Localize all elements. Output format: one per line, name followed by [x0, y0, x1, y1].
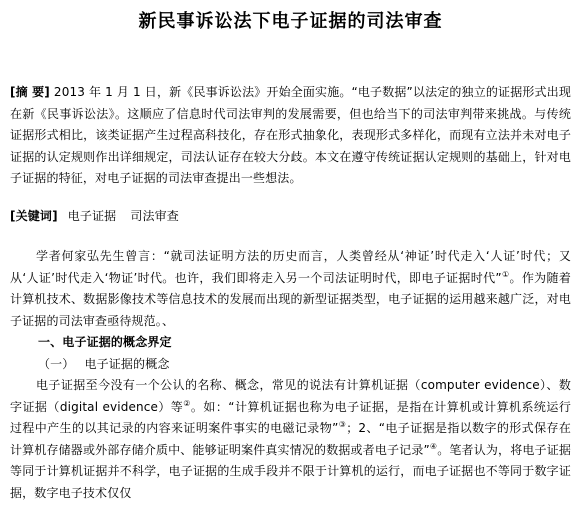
keyword-item: 电子证据 [67, 208, 117, 223]
abstract-paragraph [10, 82, 571, 190]
intro-text-continued: 。作为随着计算机技术、数据影像技术等信息技术的发展而出现的新型证据类型，电子证据的运用越来越广泛，对电子证据的司法审查亟待规范。、 [10, 270, 571, 328]
abstract-label: [摘 要] [10, 85, 50, 99]
section-heading: 一、电子证据的概念界定 [38, 335, 172, 349]
concept-text: ；2、“电子证据是指以数字的形式保存在计算机存储器或外部存储介质中、能够证明案件真实情况的数据或者电子记录” [10, 421, 571, 457]
subsection-heading [10, 354, 571, 376]
concept-text: 电子证据至今没有一个公认的名称、概念，常见的说法有计算机证据（computer evidence）、数字证据（digital evidence）等 [10, 378, 571, 414]
subsection-number: （一） [38, 356, 75, 371]
concept-text: 。笔者认为，将电子证据等同于计算机证据并不科学，电子证据的生成手段并不限于计算机的运行，而电子证据也不等同于数字证据，数字电子技术仅仅 [10, 442, 572, 500]
footnote-mark: ④ [429, 441, 438, 451]
keyword-item: 司法审查 [130, 208, 179, 223]
abstract-text: 2013 年 1 月 1 日，新《民事诉讼法》开始全面实施。“电子数据”以法定的独立的证据形式出现在新《民事诉讼法》。这顺应了信息时代司法审判的发展需要，但也给当下的司法审判带来挑战。与传统证据形式相比，该类证据产生过程高科技化，存在形式抽象化，表现形式多样化，而现有立法并未对电子证据的认定规则作出详细规定，司法认证存在较大分歧。本文在遵守传统证据认定规则的基础上，针对电子证据的特征，对电子证据的司法审查提出一些想法。 [10, 85, 571, 185]
footnote-mark: ③ [338, 420, 347, 429]
document-title: 新民事诉讼法下电子证据的司法审查 [138, 11, 443, 32]
subsection-title: 电子证据的概念 [84, 356, 170, 371]
concept-paragraph [10, 375, 571, 504]
intro-paragraph [10, 246, 571, 332]
intro-text: 学者何家弘先生曾言：“就司法证明方法的历史而言，人类曾经从‘神证’时代走入‘人证’时代；又从‘人证’时代走入‘物证’时代。也许，我们即将走入另一个司法证明时代，即电子证据时代” [10, 249, 571, 285]
concept-text: 。如：“计算机证据也称为电子证据，是指在计算机或计算机系统运行过程中产生的以其记录的内容来证明案件事实的电磁记录物” [10, 399, 571, 435]
keywords-label: [关键词] [10, 208, 58, 223]
footnote-mark: ① [501, 269, 510, 279]
keywords-line [10, 206, 571, 228]
footnote-mark: ② [183, 398, 191, 408]
